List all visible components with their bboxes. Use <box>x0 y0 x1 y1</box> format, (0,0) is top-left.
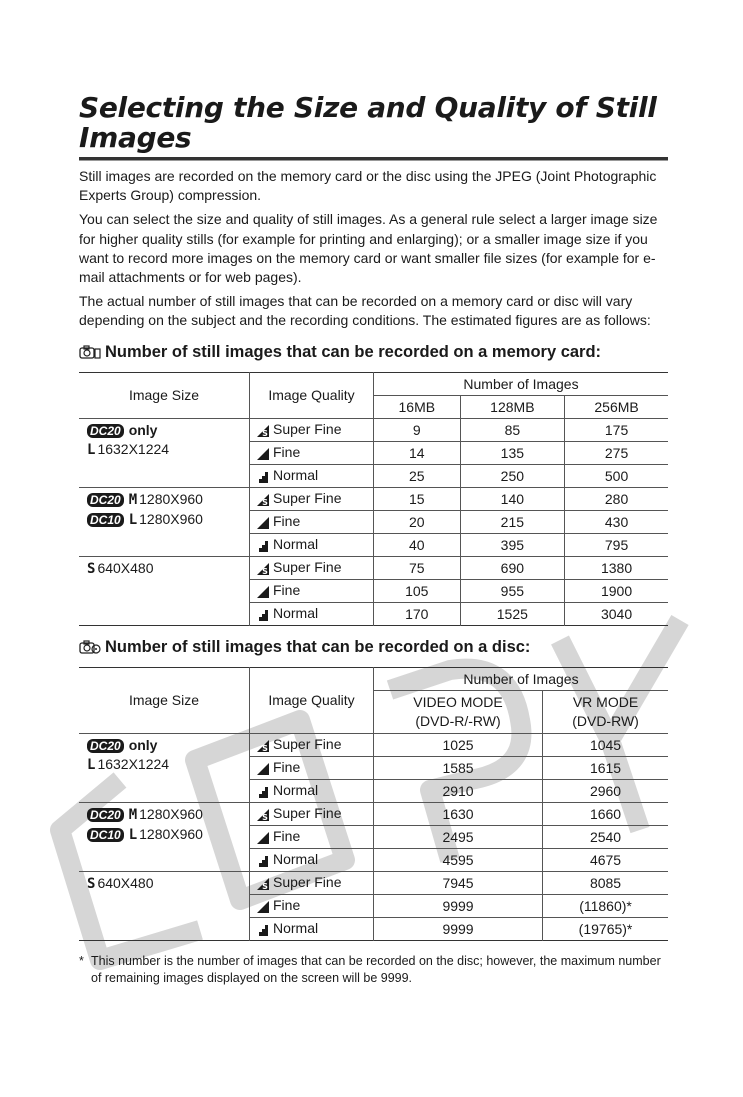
size-letter: S <box>87 875 96 892</box>
svg-text:S: S <box>262 497 268 507</box>
table-row <box>79 871 668 894</box>
count-cell: 105 <box>374 579 461 602</box>
col-video-mode-label: VIDEO MODE <box>413 693 503 710</box>
normal-icon <box>256 470 270 484</box>
size-line <box>87 736 249 755</box>
size-line <box>87 440 249 460</box>
col-video-mode <box>374 690 543 733</box>
count-cell: 8085 <box>543 871 668 894</box>
card-section-heading <box>79 343 668 362</box>
quality-label: Fine <box>273 513 301 530</box>
footnote <box>79 953 668 987</box>
count-cell: 1615 <box>543 756 668 779</box>
count-cell: 1380 <box>565 556 668 579</box>
only-label: only <box>128 736 158 753</box>
table-row <box>79 418 668 441</box>
super-fine-icon <box>256 493 270 507</box>
model-badge: DC20 <box>87 424 124 438</box>
fine-icon <box>256 762 270 776</box>
svg-text:S: S <box>262 428 268 438</box>
count-cell: 9999 <box>374 894 543 917</box>
size-line <box>87 490 249 510</box>
count-cell: 2960 <box>543 779 668 802</box>
count-cell: 2540 <box>543 825 668 848</box>
count-cell: 135 <box>460 441 565 464</box>
size-letter: L <box>87 441 96 458</box>
count-cell: 14 <box>374 441 461 464</box>
size-value: 1280X960 <box>139 490 203 507</box>
image-size-cell <box>79 487 250 556</box>
quality-cell <box>250 848 374 871</box>
size-line <box>87 874 249 894</box>
col-128mb: 128MB <box>460 395 565 418</box>
quality-cell <box>250 533 374 556</box>
count-cell: 1660 <box>543 802 668 825</box>
count-cell: 1630 <box>374 802 543 825</box>
count-cell: 140 <box>460 487 565 510</box>
size-line <box>87 805 249 825</box>
footnote-mark: * <box>79 953 84 968</box>
count-cell: 4595 <box>374 848 543 871</box>
count-cell: 9999 <box>374 917 543 940</box>
count-cell: 275 <box>565 441 668 464</box>
image-size-cell <box>79 418 250 487</box>
quality-label: Fine <box>273 444 301 461</box>
quality-cell <box>250 894 374 917</box>
count-cell: 175 <box>565 418 668 441</box>
count-cell: 20 <box>374 510 461 533</box>
camera-disc-icon <box>79 639 101 655</box>
col-vr-mode <box>543 690 668 733</box>
disc-table <box>79 667 668 941</box>
count-cell: 395 <box>460 533 565 556</box>
disc-col-image-size: Image Size <box>79 667 250 733</box>
page-content <box>79 93 668 987</box>
count-cell: 7945 <box>374 871 543 894</box>
size-line <box>87 825 249 845</box>
table-row <box>79 802 668 825</box>
fine-icon <box>256 900 270 914</box>
fine-icon <box>256 447 270 461</box>
super-fine-icon <box>256 424 270 438</box>
size-line <box>87 421 249 440</box>
count-cell: 15 <box>374 487 461 510</box>
size-value: 1632X1224 <box>97 440 170 457</box>
count-cell: 795 <box>565 533 668 556</box>
quality-cell <box>250 487 374 510</box>
count-cell: 170 <box>374 602 461 625</box>
image-size-cell <box>79 802 250 871</box>
size-letter: L <box>128 511 138 528</box>
fine-icon <box>256 831 270 845</box>
normal-icon <box>256 608 270 622</box>
quality-label: Fine <box>273 828 301 845</box>
quality-label: Fine <box>273 759 301 776</box>
card-section-title: Number of still images that can be recorded on a memory card: <box>105 342 602 361</box>
quality-cell <box>250 733 374 756</box>
super-fine-icon <box>256 877 270 891</box>
col-256mb: 256MB <box>565 395 668 418</box>
page-title: Selecting the Size and Quality of Still Images <box>79 91 657 154</box>
quality-cell <box>250 917 374 940</box>
count-cell: 1045 <box>543 733 668 756</box>
size-line <box>87 559 249 579</box>
col-16mb: 16MB <box>374 395 461 418</box>
count-cell: (19765)* <box>543 917 668 940</box>
count-cell: (11860)* <box>543 894 668 917</box>
size-value: 1632X1224 <box>97 755 170 772</box>
col-image-size: Image Size <box>79 372 250 418</box>
quality-label: Super Fine <box>273 805 342 822</box>
size-value: 640X480 <box>97 874 154 891</box>
count-cell: 2495 <box>374 825 543 848</box>
model-badge: DC10 <box>87 828 124 842</box>
count-cell: 1900 <box>565 579 668 602</box>
count-cell: 85 <box>460 418 565 441</box>
size-line <box>87 510 249 530</box>
intro-paragraph-2: You can select the size and quality of still images. As a general rule select a larger image size for higher quality stills (for example for printing and enlarging); or a smaller image size if you want to record more images on the memory card or want smaller file sizes (for example for e-mail attachments or for web pages). <box>79 211 658 286</box>
count-cell: 1025 <box>374 733 543 756</box>
quality-label: Super Fine <box>273 736 342 753</box>
quality-label: Normal <box>273 782 319 799</box>
svg-text:S: S <box>262 812 268 822</box>
quality-label: Fine <box>273 897 301 914</box>
model-badge: DC10 <box>87 513 124 527</box>
table-row <box>79 556 668 579</box>
quality-cell <box>250 579 374 602</box>
quality-cell <box>250 464 374 487</box>
count-cell: 955 <box>460 579 565 602</box>
count-cell: 9 <box>374 418 461 441</box>
count-cell: 25 <box>374 464 461 487</box>
count-cell: 1525 <box>460 602 565 625</box>
fine-icon <box>256 585 270 599</box>
normal-icon <box>256 854 270 868</box>
super-fine-icon <box>256 808 270 822</box>
camera-card-icon <box>79 344 101 360</box>
disc-section-title: Number of still images that can be recorded on a disc: <box>105 637 531 656</box>
quality-label: Normal <box>273 536 319 553</box>
quality-cell <box>250 802 374 825</box>
col-vr-mode-label: VR MODE <box>572 693 639 710</box>
quality-cell <box>250 871 374 894</box>
quality-label: Normal <box>273 851 319 868</box>
quality-label: Super Fine <box>273 874 342 891</box>
quality-label: Super Fine <box>273 490 342 507</box>
col-number-of-images: Number of Images <box>374 372 669 395</box>
count-cell: 2910 <box>374 779 543 802</box>
count-cell: 40 <box>374 533 461 556</box>
title-rule <box>79 157 668 161</box>
disc-section-heading <box>79 638 668 657</box>
only-label: only <box>128 421 158 438</box>
count-cell: 1585 <box>374 756 543 779</box>
col-vr-mode-media: (DVD-RW) <box>572 712 639 729</box>
size-line <box>87 755 249 775</box>
super-fine-icon <box>256 562 270 576</box>
image-size-cell <box>79 871 250 940</box>
quality-label: Normal <box>273 467 319 484</box>
size-letter: M <box>128 491 138 508</box>
size-value: 640X480 <box>97 559 154 576</box>
super-fine-icon <box>256 739 270 753</box>
size-letter: M <box>128 806 138 823</box>
count-cell: 250 <box>460 464 565 487</box>
quality-cell <box>250 756 374 779</box>
model-badge: DC20 <box>87 493 124 507</box>
model-badge: DC20 <box>87 739 124 753</box>
table-row <box>79 487 668 510</box>
quality-cell <box>250 556 374 579</box>
quality-label: Super Fine <box>273 559 342 576</box>
count-cell: 690 <box>460 556 565 579</box>
normal-icon <box>256 785 270 799</box>
quality-cell <box>250 602 374 625</box>
size-value: 1280X960 <box>139 825 203 842</box>
size-value: 1280X960 <box>139 510 203 527</box>
disc-col-number-of-images: Number of Images <box>374 667 669 690</box>
card-table <box>79 372 668 626</box>
count-cell: 215 <box>460 510 565 533</box>
size-value: 1280X960 <box>139 805 203 822</box>
fine-icon <box>256 516 270 530</box>
size-letter: S <box>87 560 96 577</box>
image-size-cell <box>79 556 250 625</box>
quality-label: Normal <box>273 920 319 937</box>
size-letter: L <box>87 756 96 773</box>
table-row <box>79 733 668 756</box>
normal-icon <box>256 539 270 553</box>
quality-cell <box>250 510 374 533</box>
col-image-quality: Image Quality <box>250 372 374 418</box>
count-cell: 280 <box>565 487 668 510</box>
normal-icon <box>256 923 270 937</box>
quality-cell <box>250 825 374 848</box>
quality-cell <box>250 441 374 464</box>
quality-label: Fine <box>273 582 301 599</box>
svg-text:S: S <box>262 881 268 891</box>
quality-label: Normal <box>273 605 319 622</box>
intro-paragraph-3: The actual number of still images that can be recorded on a memory card or disc will vary depending on the subject and the recording conditions. The estimated figures are as follows: <box>79 293 651 329</box>
size-letter: L <box>128 826 138 843</box>
quality-cell <box>250 418 374 441</box>
model-badge: DC20 <box>87 808 124 822</box>
col-video-mode-media: (DVD-R/-RW) <box>415 712 501 729</box>
svg-text:S: S <box>262 566 268 576</box>
quality-cell <box>250 779 374 802</box>
count-cell: 500 <box>565 464 668 487</box>
count-cell: 430 <box>565 510 668 533</box>
count-cell: 3040 <box>565 602 668 625</box>
count-cell: 4675 <box>543 848 668 871</box>
intro-paragraph-1: Still images are recorded on the memory card or the disc using the JPEG (Joint Photographic Experts Group) compression. <box>79 168 657 204</box>
footnote-text: This number is the number of images that can be recorded on the disc; however, the maximum number of remaining images displayed on the screen will be 9999. <box>91 953 661 985</box>
count-cell: 75 <box>374 556 461 579</box>
svg-text:S: S <box>262 743 268 753</box>
disc-col-image-quality: Image Quality <box>250 667 374 733</box>
quality-label: Super Fine <box>273 421 342 438</box>
image-size-cell <box>79 733 250 802</box>
